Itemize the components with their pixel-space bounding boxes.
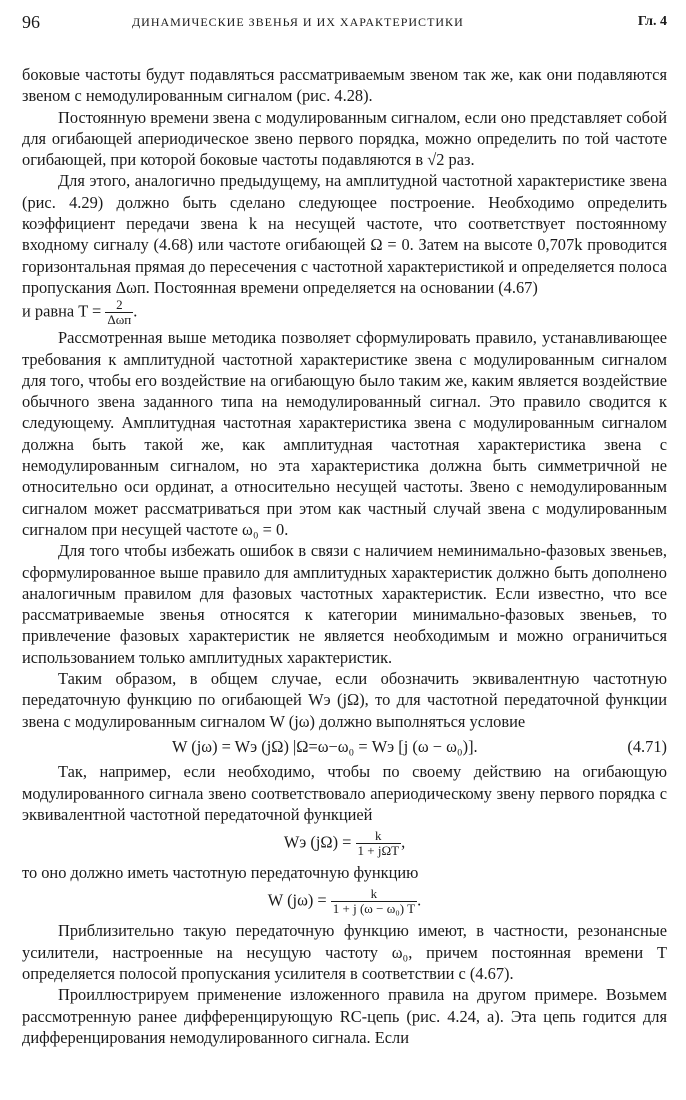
paragraph: то оно должно иметь частотную передаточную функцию: [22, 863, 419, 883]
page-body: [22, 64, 667, 1048]
paragraph: Проиллюстрируем применение изложенного правила на другом примере. Возьмем рассмотренную ранее дифференцирующую RC-цепь (рис. 4.24, а). Эта цепь годится для дифференцирования немодулированного сигнала. Если: [22, 985, 667, 1047]
fraction-denominator: 1 + j (ω − ω₀) T: [332, 901, 416, 917]
chapter-label: Гл. 4: [637, 14, 667, 29]
page-number: 96: [22, 12, 40, 32]
equation-body: W (jω) = Wэ (jΩ) |Ω=ω−ω₀ = Wэ [j (ω − ω₀)].: [172, 736, 478, 756]
equation-lhs: Wэ (jΩ) =: [283, 832, 352, 852]
fraction-numerator: 2: [105, 298, 133, 313]
fraction-denominator: 1 + jΩT: [357, 843, 400, 859]
paragraph: Для того чтобы избежать ошибок в связи с наличием неминимально-фазовых звеньев, сформулированное выше правило для амплитудных характеристик должно быть дополнено аналогичным правилом для фазовых частотных характеристик. Если известно, что все рассматриваемые звенья относятся к категории минимально-фазовых звеньев, то привлечение фазовых характеристик не является необходимым и можно ограничиться использованием только амплитудных характеристик.: [22, 541, 667, 667]
book-page: [22, 12, 667, 1047]
equation-lhs: W (jω) =: [267, 890, 327, 910]
paragraph: Для этого, аналогично предыдущему, на амплитудной частотной характеристике звена (рис. 4.29) должно быть сделано следующее построение. Необходимо определить коэффициент передачи звена k на несущей частоте, что соответствует постоянному входному сигналу (4.68) или частоте огибающей Ω = 0. Затем на высоте 0,707k проводится горизонтальная прямая до пересечения с частотной характеристикой и определяется полоса пропускания Δωп. Постоянная времени определяется на основании (4.67): [22, 171, 667, 297]
paragraph: Приблизительно такую передаточную функцию имеют, в частности, резонансные усилители, настроенные на несущую частоту ω₀, причем постоянная времени T определяется полосой пропускания усилителя в соответствии с (4.67).: [22, 921, 667, 983]
paragraph: Таким образом, в общем случае, если обозначить эквивалентную частотную передаточную функцию по огибающей Wэ (jΩ), то для частотной передаточной функции звена с модулированным сигналом W (jω) должно выполняться условие: [22, 669, 667, 731]
fraction-denominator: Δωп: [107, 312, 132, 328]
fraction: [331, 887, 417, 916]
text-fragment: и равна T =: [22, 301, 102, 321]
paragraph: Постоянную времени звена с модулированным сигналом, если оно представляет собой для огибающей апериодическое звено первого порядка, можно определить по той частоте огибающей, при которой боковые частоты подавляются в √2 раз.: [22, 107, 667, 170]
fraction-numerator: k: [356, 829, 402, 844]
page-header: [22, 12, 667, 42]
fraction: [356, 829, 402, 858]
paragraph-end: и равна T = $\frac{2}{\text{Δωп}}$ .: [22, 297, 138, 328]
equation-4-71: [22, 736, 667, 757]
equation-modulated: W (jω) = $\frac{k}{\text{1 + j (ω − ω₀) T}}$ .: [267, 886, 422, 917]
paragraph: боковые частоты будут подавляться рассматриваемым звеном так же, как они подавляются звеном с немодулированным сигналом (рис. 4.28).: [22, 65, 667, 106]
fraction: [105, 298, 133, 327]
paragraph: Рассмотренная выше методика позволяет сформулировать правило, устанавливающее требования к амплитудной частотной характеристике звена с модулированным сигналом для того, чтобы его воздействие на огибающую было таким же, каким является воздействие обычного звена заданного типа на немодулированный сигнал. Это правило сводится к следующему. Амплитудная частотная характеристика звена с модулированным сигналом должна быть такой же, как амплитудная частотная характеристика звена с немодулированным сигналом, но эта характеристика должна быть симметричной не относительно оси ординат, а относительно несущей частоты. Звено с немодулированным сигналом может рассматриваться при этом как частный случай звена с модулированным сигналом при несущей частоте ω₀ = 0.: [22, 328, 667, 539]
fraction-numerator: k: [331, 887, 417, 902]
equation-equivalent: Wэ (jΩ) = $\frac{k}{\text{1 + jΩT}}$ ,: [283, 828, 406, 859]
paragraph: Так, например, если необходимо, чтобы по своему действию на огибающую модулированного сигнала звено соответствовало апериодическому звену первого порядка с эквивалентной частотной передаточной функцией: [22, 762, 667, 824]
running-title: ДИНАМИЧЕСКИЕ ЗВЕНЬЯ И ИХ ХАРАКТЕРИСТИКИ: [132, 15, 464, 29]
equation-number: (4.71): [627, 736, 667, 756]
